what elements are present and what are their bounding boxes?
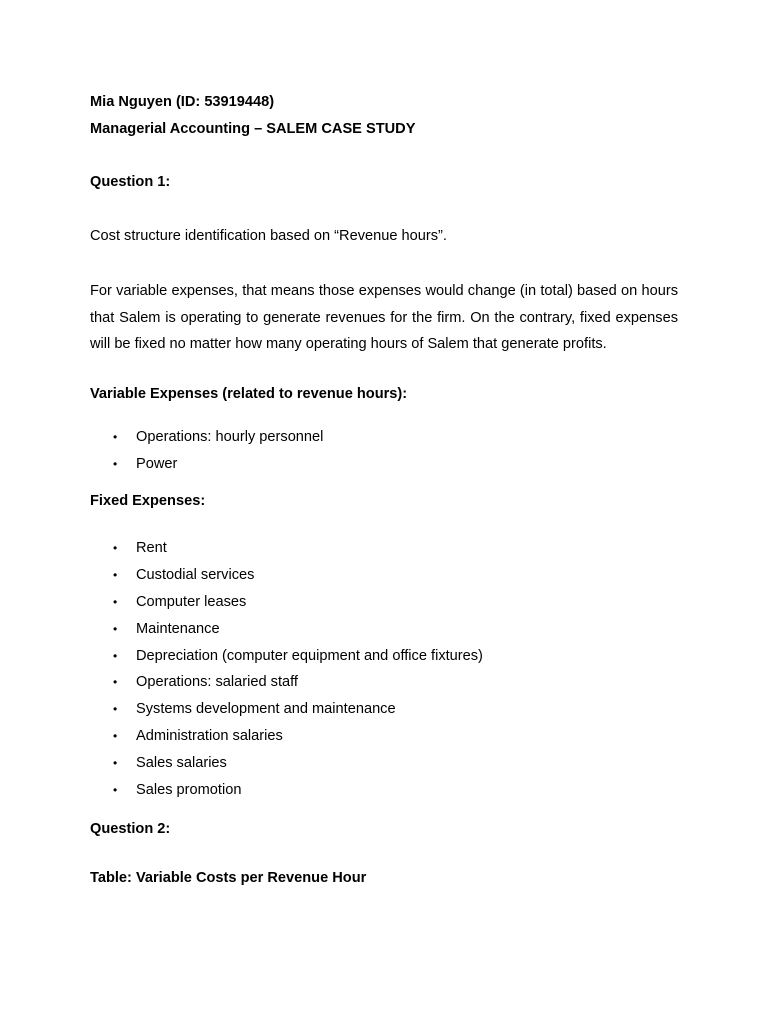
list-item — [90, 726, 678, 746]
bullet-icon: • — [113, 621, 118, 636]
variable-expenses-heading: Variable Expenses (related to revenue hours): — [90, 386, 408, 403]
list-item-text: Administration salaries — [136, 728, 283, 745]
list-item-text: Sales salaries — [136, 755, 227, 772]
list-item — [90, 454, 678, 474]
list-item — [90, 592, 678, 612]
list-item — [90, 427, 678, 447]
question-2-heading: Question 2: — [90, 821, 171, 838]
bullet-icon: • — [113, 675, 118, 690]
list-item — [90, 699, 678, 719]
list-item-text: Computer leases — [136, 593, 247, 610]
list-item — [90, 619, 678, 639]
bullet-icon: • — [113, 756, 118, 771]
list-item — [90, 753, 678, 773]
fixed-expenses-heading: Fixed Expenses: — [90, 493, 206, 509]
question-1-heading: Question 1: — [90, 174, 171, 190]
bullet-icon: • — [113, 541, 118, 555]
list-item-text: Operations: hourly personnel — [136, 429, 324, 446]
list-item — [90, 780, 678, 800]
bullet-icon: • — [113, 783, 118, 798]
list-item-text: Power — [136, 456, 178, 472]
question-1-intro: Cost structure identification based on “Revenue hours”. — [90, 228, 447, 244]
fixed-expenses-list — [90, 538, 678, 800]
list-item-text: Depreciation (computer equipment and office fixtures) — [136, 647, 483, 664]
list-item-text: Maintenance — [136, 620, 220, 637]
bullet-icon: • — [113, 648, 118, 663]
list-item — [90, 538, 678, 558]
bullet-icon: • — [113, 567, 118, 582]
list-item — [90, 672, 678, 692]
list-item-text: Sales promotion — [136, 782, 242, 799]
list-item-text: Rent — [136, 540, 167, 556]
list-item-text: Operations: salaried staff — [136, 674, 298, 691]
variable-expenses-list — [90, 427, 678, 474]
table-title: Table: Variable Costs per Revenue Hour — [90, 870, 367, 887]
author-line: Mia Nguyen (ID: 53919448) — [90, 94, 275, 110]
question-1-paragraph: For variable expenses, that means those expenses would change (in total) based on hours that Salem is operating to generate revenues for the firm. On the contrary, fixed expenses will be fixed no matter how many operating hours of Salem that generate profits. — [90, 283, 678, 353]
bullet-icon: • — [113, 430, 118, 445]
list-item — [90, 565, 678, 585]
document-page — [90, 92, 678, 888]
bullet-icon: • — [113, 457, 118, 471]
bullet-icon: • — [113, 729, 118, 744]
bullet-icon: • — [113, 702, 118, 717]
course-title: Managerial Accounting – SALEM CASE STUDY — [90, 121, 416, 137]
list-item-text: Systems development and maintenance — [136, 701, 396, 718]
list-item — [90, 646, 678, 666]
list-item-text: Custodial services — [136, 566, 255, 583]
bullet-icon: • — [113, 594, 118, 609]
